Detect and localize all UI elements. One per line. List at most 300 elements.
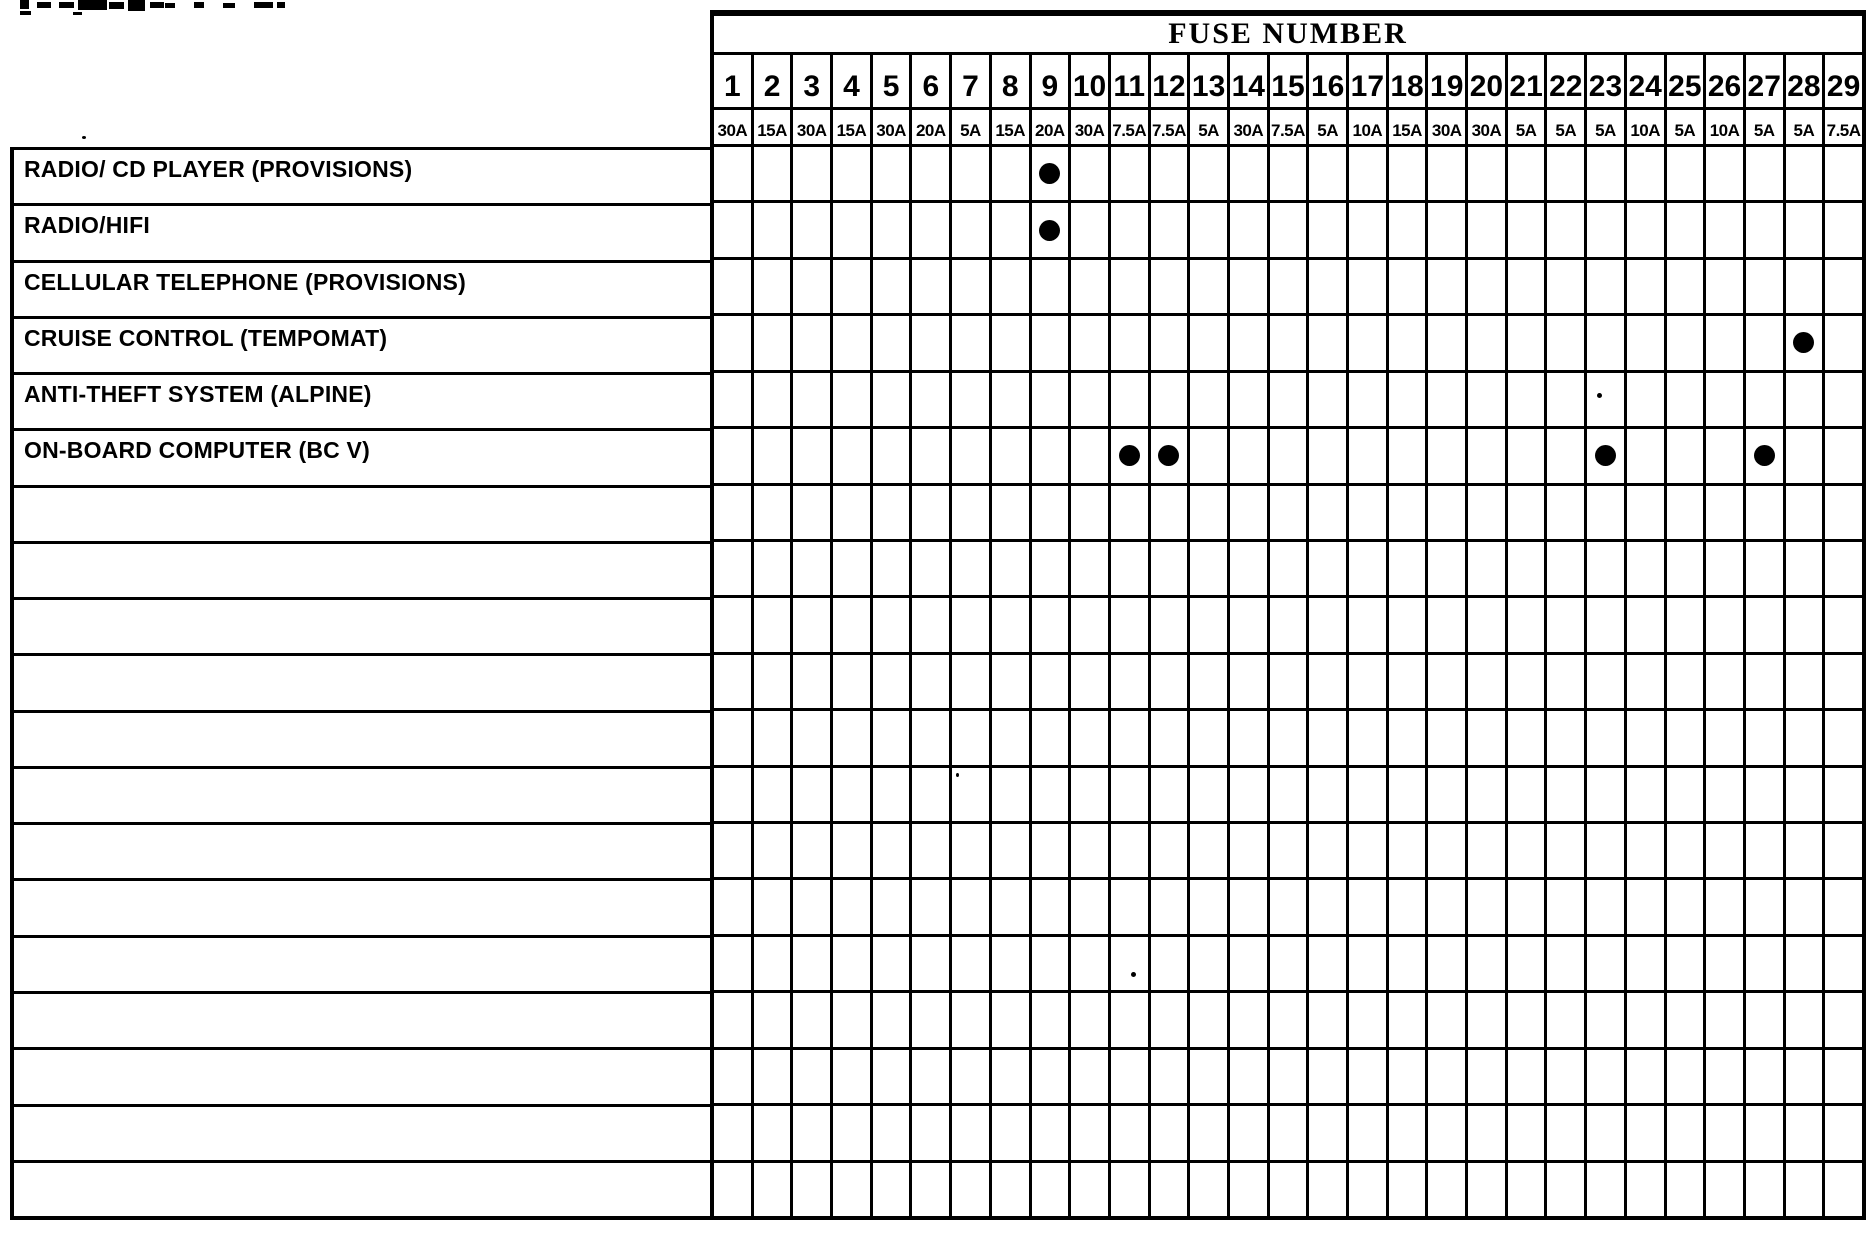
grid-cell-r10-c4 — [833, 655, 873, 708]
grid-cell-r18-c15 — [1270, 1106, 1310, 1159]
grid-cell-r16-c13 — [1190, 993, 1230, 1046]
grid-cell-r2-c12 — [1151, 203, 1191, 256]
grid-cell-r19-c28 — [1786, 1163, 1826, 1216]
grid-cell-r19-c9 — [1032, 1163, 1072, 1216]
grid-cell-r16-c2 — [754, 993, 794, 1046]
grid-cell-r13-c1 — [714, 824, 754, 877]
fuse-number-row — [714, 55, 1862, 110]
fuse-number-header-band — [714, 16, 1862, 55]
grid-cell-r8-c12 — [1151, 542, 1191, 595]
grid-cell-r18-c11 — [1111, 1106, 1151, 1159]
grid-cell-r14-c6 — [912, 880, 952, 933]
grid-cell-r17-c27 — [1746, 1050, 1786, 1103]
grid-cell-r14-c3 — [793, 880, 833, 933]
grid-cell-r15-c5 — [873, 937, 913, 990]
grid-cell-r3-c28 — [1786, 260, 1826, 313]
grid-cell-r10-c8 — [992, 655, 1032, 708]
grid-cell-r19-c24 — [1627, 1163, 1667, 1216]
grid-cell-r3-c20 — [1468, 260, 1508, 313]
grid-cell-r11-c11 — [1111, 711, 1151, 764]
grid-cell-r1-c8 — [992, 147, 1032, 200]
grid-cell-r16-c11 — [1111, 993, 1151, 1046]
grid-cell-r12-c12 — [1151, 768, 1191, 821]
grid-cell-r8-c11 — [1111, 542, 1151, 595]
grid-cell-r6-c12 — [1151, 429, 1191, 482]
grid-cell-r2-c22 — [1547, 203, 1587, 256]
empty-row-label — [14, 597, 710, 653]
grid-cell-r6-c10 — [1071, 429, 1111, 482]
grid-cell-r6-c3 — [793, 429, 833, 482]
grid-cell-r7-c4 — [833, 486, 873, 539]
grid-cell-r10-c20 — [1468, 655, 1508, 708]
grid-cell-r4-c14 — [1230, 316, 1270, 369]
grid-cell-r11-c15 — [1270, 711, 1310, 764]
grid-cell-r19-c13 — [1190, 1163, 1230, 1216]
empty-row-label — [14, 1104, 710, 1160]
grid-cell-r7-c8 — [992, 486, 1032, 539]
fuse-number-cell-10: 10 — [1071, 55, 1111, 107]
fuse-number-cell-3: 3 — [793, 55, 833, 107]
grid-cell-r16-c6 — [912, 993, 952, 1046]
grid-cell-r18-c9 — [1032, 1106, 1072, 1159]
grid-cell-r2-c2 — [754, 203, 794, 256]
grid-cell-r7-c24 — [1627, 486, 1667, 539]
grid-cell-r18-c14 — [1230, 1106, 1270, 1159]
grid-cell-r4-c28 — [1786, 316, 1826, 369]
grid-cell-r6-c23 — [1587, 429, 1627, 482]
grid-cell-r15-c26 — [1706, 937, 1746, 990]
empty-row-label — [14, 541, 710, 597]
grid-cell-r6-c22 — [1547, 429, 1587, 482]
grid-cell-r13-c15 — [1270, 824, 1310, 877]
grid-cell-r5-c17 — [1349, 373, 1389, 426]
grid-cell-r14-c18 — [1389, 880, 1429, 933]
grid-cell-r9-c29 — [1825, 598, 1862, 651]
grid-row — [714, 316, 1862, 372]
artifact-mark — [78, 0, 107, 10]
device-label — [14, 994, 710, 1000]
grid-cell-r6-c5 — [873, 429, 913, 482]
grid-cell-r14-c12 — [1151, 880, 1191, 933]
device-label — [14, 488, 710, 494]
grid-row — [714, 993, 1862, 1049]
grid-cell-r12-c2 — [754, 768, 794, 821]
grid-cell-r9-c18 — [1389, 598, 1429, 651]
grid-cell-r5-c10 — [1071, 373, 1111, 426]
grid-cell-r1-c18 — [1389, 147, 1429, 200]
artifact-mark — [254, 2, 273, 8]
fuse-number-cell-2: 2 — [754, 55, 794, 107]
grid-cell-r1-c20 — [1468, 147, 1508, 200]
grid-cell-r4-c12 — [1151, 316, 1191, 369]
grid-cell-r9-c17 — [1349, 598, 1389, 651]
fuse-amp-cell-1: 30A — [714, 110, 754, 144]
grid-cell-r19-c2 — [754, 1163, 794, 1216]
fuse-amperage-row — [714, 110, 1862, 147]
fuse-amp-cell-24: 10A — [1627, 110, 1667, 144]
grid-cell-r6-c9 — [1032, 429, 1072, 482]
grid-cell-r3-c4 — [833, 260, 873, 313]
grid-cell-r4-c20 — [1468, 316, 1508, 369]
grid-cell-r8-c17 — [1349, 542, 1389, 595]
grid-cell-r9-c28 — [1786, 598, 1826, 651]
grid-cell-r10-c10 — [1071, 655, 1111, 708]
grid-cell-r8-c6 — [912, 542, 952, 595]
grid-cell-r3-c2 — [754, 260, 794, 313]
artifact-mark — [20, 11, 31, 15]
grid-cell-r18-c28 — [1786, 1106, 1826, 1159]
grid-cell-r4-c17 — [1349, 316, 1389, 369]
grid-cell-r4-c13 — [1190, 316, 1230, 369]
grid-cell-r15-c17 — [1349, 937, 1389, 990]
device-label — [14, 656, 710, 662]
grid-cell-r12-c1 — [714, 768, 754, 821]
artifact-mark — [20, 0, 29, 9]
grid-cell-r18-c16 — [1309, 1106, 1349, 1159]
grid-cell-r1-c22 — [1547, 147, 1587, 200]
grid-cell-r11-c1 — [714, 711, 754, 764]
grid-cell-r11-c25 — [1667, 711, 1707, 764]
grid-cell-r4-c9 — [1032, 316, 1072, 369]
grid-cell-r7-c10 — [1071, 486, 1111, 539]
grid-cell-r18-c6 — [912, 1106, 952, 1159]
grid-cell-r15-c12 — [1151, 937, 1191, 990]
grid-cell-r18-c24 — [1627, 1106, 1667, 1159]
fuse-number-cell-14: 14 — [1230, 55, 1270, 107]
grid-cell-r9-c13 — [1190, 598, 1230, 651]
grid-cell-r16-c1 — [714, 993, 754, 1046]
grid-cell-r5-c11 — [1111, 373, 1151, 426]
grid-cell-r13-c25 — [1667, 824, 1707, 877]
fuse-amp-cell-2: 15A — [754, 110, 794, 144]
grid-cell-r17-c9 — [1032, 1050, 1072, 1103]
grid-cell-r12-c4 — [833, 768, 873, 821]
grid-cell-r6-c28 — [1786, 429, 1826, 482]
fuse-amp-cell-15: 7.5A — [1270, 110, 1310, 144]
grid-cell-r13-c26 — [1706, 824, 1746, 877]
grid-cell-r1-c21 — [1508, 147, 1548, 200]
grid-cell-r12-c17 — [1349, 768, 1389, 821]
grid-cell-r10-c14 — [1230, 655, 1270, 708]
grid-cell-r13-c14 — [1230, 824, 1270, 877]
grid-cell-r1-c4 — [833, 147, 873, 200]
grid-cell-r9-c22 — [1547, 598, 1587, 651]
grid-cell-r9-c26 — [1706, 598, 1746, 651]
fuse-amp-cell-25: 5A — [1667, 110, 1707, 144]
grid-cell-r14-c28 — [1786, 880, 1826, 933]
grid-cell-r2-c10 — [1071, 203, 1111, 256]
grid-cell-r17-c21 — [1508, 1050, 1548, 1103]
grid-cell-r15-c9 — [1032, 937, 1072, 990]
grid-cell-r5-c29 — [1825, 373, 1862, 426]
grid-cell-r17-c4 — [833, 1050, 873, 1103]
grid-cell-r17-c8 — [992, 1050, 1032, 1103]
device-row-label — [14, 428, 710, 484]
grid-cell-r15-c4 — [833, 937, 873, 990]
grid-cell-r15-c6 — [912, 937, 952, 990]
grid-cell-r19-c1 — [714, 1163, 754, 1216]
grid-cell-r9-c1 — [714, 598, 754, 651]
grid-cell-r17-c2 — [754, 1050, 794, 1103]
grid-cell-r10-c29 — [1825, 655, 1862, 708]
grid-cell-r6-c6 — [912, 429, 952, 482]
artifact-mark — [165, 3, 175, 8]
grid-cell-r10-c24 — [1627, 655, 1667, 708]
fuse-assignment-grid — [714, 147, 1862, 1216]
grid-cell-r11-c23 — [1587, 711, 1627, 764]
grid-cell-r16-c14 — [1230, 993, 1270, 1046]
grid-cell-r19-c8 — [992, 1163, 1032, 1216]
grid-cell-r4-c11 — [1111, 316, 1151, 369]
grid-cell-r13-c29 — [1825, 824, 1862, 877]
grid-cell-r8-c5 — [873, 542, 913, 595]
fuse-amp-cell-6: 20A — [912, 110, 952, 144]
empty-row-label — [14, 935, 710, 991]
fuse-number-cell-5: 5 — [873, 55, 913, 107]
grid-row — [714, 373, 1862, 429]
grid-cell-r17-c23 — [1587, 1050, 1627, 1103]
grid-cell-r12-c9 — [1032, 768, 1072, 821]
grid-cell-r1-c10 — [1071, 147, 1111, 200]
fuse-number-cell-29: 29 — [1826, 70, 1861, 103]
grid-cell-r17-c18 — [1389, 1050, 1429, 1103]
grid-cell-r1-c11 — [1111, 147, 1151, 200]
grid-cell-r7-c25 — [1667, 486, 1707, 539]
grid-cell-r1-c14 — [1230, 147, 1270, 200]
grid-cell-r2-c15 — [1270, 203, 1310, 256]
grid-cell-r14-c11 — [1111, 880, 1151, 933]
grid-cell-r6-c19 — [1428, 429, 1468, 482]
grid-cell-r13-c11 — [1111, 824, 1151, 877]
grid-row — [714, 1050, 1862, 1106]
grid-cell-r17-c5 — [873, 1050, 913, 1103]
grid-cell-r15-c21 — [1508, 937, 1548, 990]
grid-cell-r13-c3 — [793, 824, 833, 877]
grid-cell-r16-c19 — [1428, 993, 1468, 1046]
grid-cell-r18-c19 — [1428, 1106, 1468, 1159]
grid-cell-r18-c3 — [793, 1106, 833, 1159]
grid-cell-r8-c14 — [1230, 542, 1270, 595]
grid-cell-r3-c25 — [1667, 260, 1707, 313]
grid-row — [714, 937, 1862, 993]
grid-cell-r12-c27 — [1746, 768, 1786, 821]
grid-cell-r11-c19 — [1428, 711, 1468, 764]
grid-cell-r15-c27 — [1746, 937, 1786, 990]
grid-cell-r12-c6 — [912, 768, 952, 821]
grid-cell-r14-c1 — [714, 880, 754, 933]
grid-cell-r14-c23 — [1587, 880, 1627, 933]
grid-cell-r4-c1 — [714, 316, 754, 369]
fuse-number-cell-18: 18 — [1389, 55, 1429, 107]
grid-cell-r14-c10 — [1071, 880, 1111, 933]
grid-cell-r19-c14 — [1230, 1163, 1270, 1216]
grid-cell-r3-c22 — [1547, 260, 1587, 313]
grid-cell-r18-c23 — [1587, 1106, 1627, 1159]
grid-cell-r13-c6 — [912, 824, 952, 877]
grid-cell-r7-c1 — [714, 486, 754, 539]
grid-cell-r7-c12 — [1151, 486, 1191, 539]
grid-cell-r4-c16 — [1309, 316, 1349, 369]
fuse-amp-cell-7: 5A — [952, 110, 992, 144]
grid-cell-r17-c28 — [1786, 1050, 1826, 1103]
grid-cell-r8-c1 — [714, 542, 754, 595]
grid-row — [714, 542, 1862, 598]
grid-cell-r1-c2 — [754, 147, 794, 200]
grid-cell-r10-c1 — [714, 655, 754, 708]
grid-cell-r6-c17 — [1349, 429, 1389, 482]
grid-cell-r2-c3 — [793, 203, 833, 256]
grid-cell-r17-c16 — [1309, 1050, 1349, 1103]
grid-cell-r7-c9 — [1032, 486, 1072, 539]
grid-cell-r13-c4 — [833, 824, 873, 877]
grid-cell-r16-c5 — [873, 993, 913, 1046]
grid-cell-r3-c5 — [873, 260, 913, 313]
grid-cell-r5-c19 — [1428, 373, 1468, 426]
grid-row — [714, 655, 1862, 711]
grid-cell-r8-c21 — [1508, 542, 1548, 595]
fuse-amp-cell-11: 7.5A — [1111, 110, 1151, 144]
grid-cell-r19-c26 — [1706, 1163, 1746, 1216]
device-label: CELLULAR TELEPHONE (PROVISIONS) — [24, 268, 466, 295]
grid-cell-r6-c1 — [714, 429, 754, 482]
device-label-panel — [10, 147, 710, 1220]
fuse-grid-panel — [710, 10, 1866, 1220]
grid-cell-r9-c14 — [1230, 598, 1270, 651]
grid-cell-r11-c7 — [952, 711, 992, 764]
grid-cell-r17-c3 — [793, 1050, 833, 1103]
grid-cell-r8-c7 — [952, 542, 992, 595]
grid-cell-r3-c15 — [1270, 260, 1310, 313]
grid-cell-r19-c15 — [1270, 1163, 1310, 1216]
fuse-amp-cell-9: 20A — [1032, 110, 1072, 144]
device-label: ANTI-THEFT SYSTEM (ALPINE) — [24, 381, 372, 408]
grid-cell-r8-c26 — [1706, 542, 1746, 595]
grid-cell-r9-c19 — [1428, 598, 1468, 651]
grid-cell-r11-c20 — [1468, 711, 1508, 764]
empty-row-label — [14, 822, 710, 878]
fuse-number-cell-9: 9 — [1032, 55, 1072, 107]
grid-cell-r2-c9 — [1032, 203, 1072, 256]
grid-cell-r19-c22 — [1547, 1163, 1587, 1216]
device-label — [14, 938, 710, 944]
grid-cell-r15-c28 — [1786, 937, 1826, 990]
grid-cell-r7-c5 — [873, 486, 913, 539]
grid-cell-r3-c7 — [952, 260, 992, 313]
grid-cell-r2-c5 — [873, 203, 913, 256]
grid-cell-r15-c14 — [1230, 937, 1270, 990]
artifact-mark — [150, 2, 164, 8]
grid-cell-r12-c23 — [1587, 768, 1627, 821]
grid-cell-r16-c15 — [1270, 993, 1310, 1046]
grid-cell-r8-c20 — [1468, 542, 1508, 595]
grid-cell-r3-c27 — [1746, 260, 1786, 313]
grid-cell-r14-c2 — [754, 880, 794, 933]
grid-cell-r8-c25 — [1667, 542, 1707, 595]
device-label — [14, 544, 710, 550]
grid-cell-r9-c21 — [1508, 598, 1548, 651]
grid-cell-r9-c16 — [1309, 598, 1349, 651]
grid-cell-r14-c26 — [1706, 880, 1746, 933]
grid-cell-r1-c12 — [1151, 147, 1191, 200]
fuse-number-cell-12: 12 — [1151, 55, 1191, 107]
grid-cell-r13-c22 — [1547, 824, 1587, 877]
grid-cell-r6-c26 — [1706, 429, 1746, 482]
grid-cell-r18-c21 — [1508, 1106, 1548, 1159]
grid-cell-r4-c4 — [833, 316, 873, 369]
grid-cell-r8-c27 — [1746, 542, 1786, 595]
grid-cell-r15-c1 — [714, 937, 754, 990]
grid-cell-r17-c7 — [952, 1050, 992, 1103]
grid-cell-r19-c3 — [793, 1163, 833, 1216]
grid-cell-r17-c15 — [1270, 1050, 1310, 1103]
grid-row — [714, 486, 1862, 542]
grid-cell-r13-c2 — [754, 824, 794, 877]
grid-cell-r3-c8 — [992, 260, 1032, 313]
grid-cell-r5-c25 — [1667, 373, 1707, 426]
grid-cell-r2-c17 — [1349, 203, 1389, 256]
grid-cell-r10-c16 — [1309, 655, 1349, 708]
grid-cell-r4-c15 — [1270, 316, 1310, 369]
grid-cell-r13-c27 — [1746, 824, 1786, 877]
grid-cell-r11-c13 — [1190, 711, 1230, 764]
grid-cell-r4-c26 — [1706, 316, 1746, 369]
grid-cell-r8-c23 — [1587, 542, 1627, 595]
grid-cell-r19-c12 — [1151, 1163, 1191, 1216]
grid-cell-r11-c18 — [1389, 711, 1429, 764]
grid-cell-r10-c6 — [912, 655, 952, 708]
grid-cell-r14-c27 — [1746, 880, 1786, 933]
grid-cell-r3-c10 — [1071, 260, 1111, 313]
fuse-number-cell-4: 4 — [833, 55, 873, 107]
device-label: ON-BOARD COMPUTER (BC V) — [24, 437, 370, 464]
fuse-number-cell-6: 6 — [912, 55, 952, 107]
grid-cell-r12-c5 — [873, 768, 913, 821]
grid-cell-r2-c13 — [1190, 203, 1230, 256]
grid-cell-r15-c19 — [1428, 937, 1468, 990]
grid-cell-r2-c26 — [1706, 203, 1746, 256]
grid-cell-r12-c25 — [1667, 768, 1707, 821]
grid-cell-r12-c16 — [1309, 768, 1349, 821]
grid-cell-r2-c20 — [1468, 203, 1508, 256]
grid-cell-r4-c8 — [992, 316, 1032, 369]
grid-cell-r13-c17 — [1349, 824, 1389, 877]
grid-cell-r15-c11 — [1111, 937, 1151, 990]
grid-cell-r14-c29 — [1825, 880, 1862, 933]
fuse-amp-cell-18: 15A — [1389, 110, 1429, 144]
scan-speck — [1597, 393, 1602, 398]
grid-cell-r6-c25 — [1667, 429, 1707, 482]
grid-cell-r11-c5 — [873, 711, 913, 764]
grid-cell-r17-c11 — [1111, 1050, 1151, 1103]
grid-cell-r1-c13 — [1190, 147, 1230, 200]
grid-cell-r7-c21 — [1508, 486, 1548, 539]
grid-cell-r10-c26 — [1706, 655, 1746, 708]
grid-cell-r16-c21 — [1508, 993, 1548, 1046]
grid-cell-r3-c1 — [714, 260, 754, 313]
empty-row-label — [14, 1047, 710, 1103]
fuse-number-cell-7: 7 — [952, 55, 992, 107]
grid-cell-r15-c8 — [992, 937, 1032, 990]
grid-cell-r9-c12 — [1151, 598, 1191, 651]
grid-cell-r8-c18 — [1389, 542, 1429, 595]
grid-cell-r10-c9 — [1032, 655, 1072, 708]
grid-cell-r8-c22 — [1547, 542, 1587, 595]
grid-cell-r17-c22 — [1547, 1050, 1587, 1103]
fuse-number-cell-23: 23 — [1587, 55, 1627, 107]
grid-cell-r13-c28 — [1786, 824, 1826, 877]
grid-cell-r13-c23 — [1587, 824, 1627, 877]
grid-cell-r15-c7 — [952, 937, 992, 990]
